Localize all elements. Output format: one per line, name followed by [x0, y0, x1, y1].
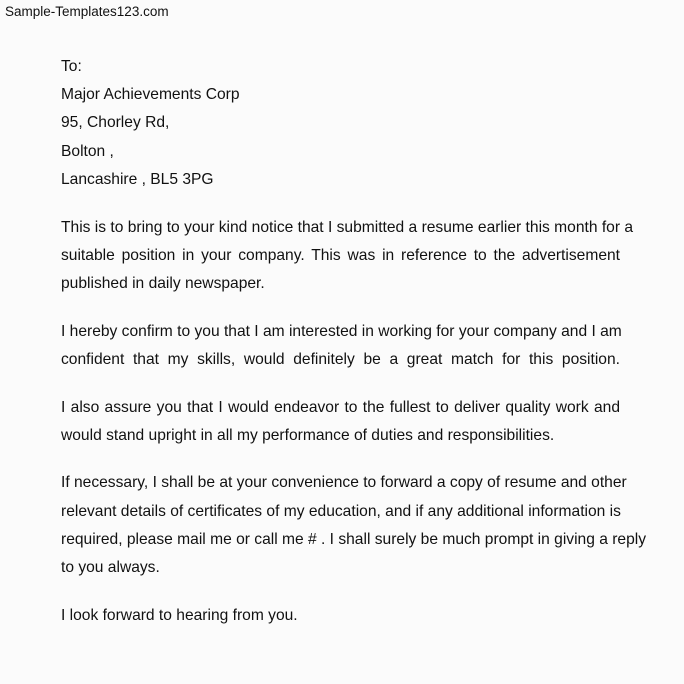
address-line: Major Achievements Corp: [61, 86, 240, 104]
site-watermark: Sample-Templates123.com: [5, 4, 169, 19]
address-line: 95, Chorley Rd,: [61, 114, 170, 132]
text-line: This is to bring to your kind notice that I submitted a resume earlier this month for a: [61, 218, 634, 236]
text-line: suitable position in your company. This was in reference to the advertisement: [61, 246, 620, 264]
text-line: If necessary, I shall be at your convenience to forward a copy of resume and other: [61, 474, 627, 492]
text-line: relevant details of certificates of my education, and if any additional information is: [61, 502, 621, 520]
address-line: Bolton ,: [61, 142, 114, 160]
address-line: To:: [61, 58, 82, 75]
text-line: required, please mail me or call me # . I shall surely be much prompt in giving a reply: [61, 530, 647, 548]
address-line: Lancashire , BL5 3PG: [61, 170, 214, 188]
text-line: published in daily newspaper.: [61, 274, 265, 292]
paragraph-1: [61, 214, 634, 299]
letter-body: [61, 53, 647, 630]
text-line: to you always.: [61, 559, 160, 577]
text-line: I also assure you that I would endeavor to the fullest to deliver quality work and: [61, 398, 620, 416]
paragraph-5: [61, 602, 620, 630]
text-line: would stand upright in all my performance of duties and responsibilities.: [61, 426, 555, 444]
text-line: I hereby confirm to you that I am interested in working for your company and I am: [61, 322, 622, 340]
text-line: I look forward to hearing from you.: [61, 606, 298, 624]
paragraph-2: [61, 318, 620, 374]
text-line: confident that my skills, would definitely be a great match for this position.: [61, 350, 620, 368]
paragraph-3: [61, 394, 620, 450]
recipient-address: [61, 53, 620, 194]
paragraph-4: [61, 469, 647, 582]
